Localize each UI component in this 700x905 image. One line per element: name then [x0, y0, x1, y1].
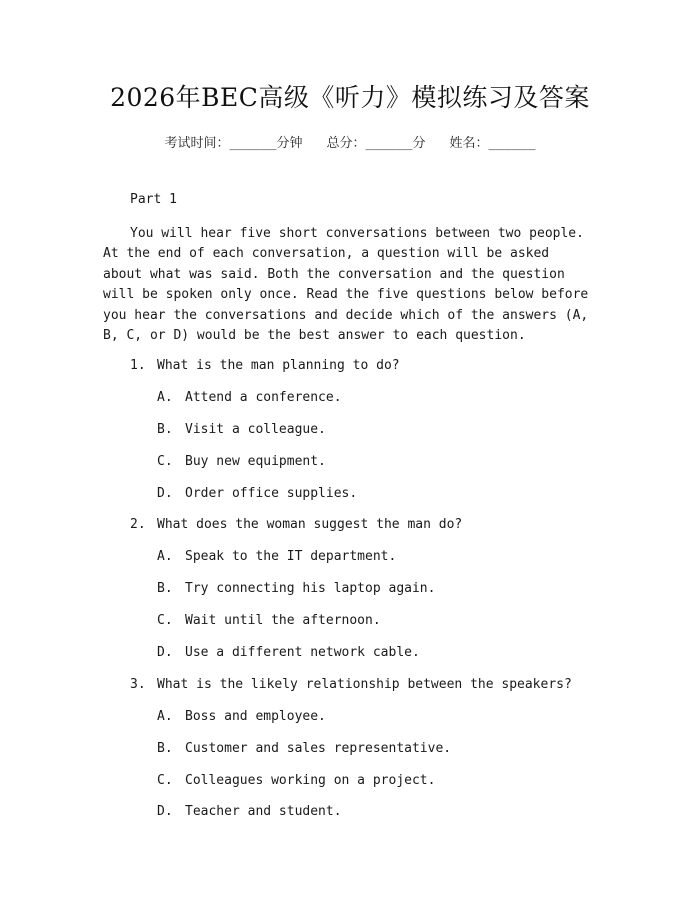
instructions-paragraph: You will hear five short conversations between two people. At the end of each conversation, a question will be asked about what was said. Both the conversation and the question will be spoken only once. Read the five questions below before you hear the conversations and decide which of the answers (A, B, C, or D) would be the best answer to each question.	[103, 226, 589, 344]
exam-meta	[0, 132, 700, 151]
option-3c	[130, 773, 600, 805]
student-name-field: 姓名：______	[449, 136, 536, 151]
option-letter: A.	[157, 708, 173, 724]
question-number: 3.	[130, 676, 146, 692]
question-number: 1.	[130, 358, 146, 373]
option-2d	[130, 645, 600, 677]
question-text: What is the likely relationship between the speakers?	[157, 676, 572, 692]
option-3d	[130, 804, 600, 836]
option-text: Order office supplies.	[185, 485, 358, 501]
option-2b	[130, 581, 600, 613]
option-text: Teacher and student.	[185, 804, 342, 820]
option-3b	[130, 741, 600, 773]
question-2	[130, 517, 600, 549]
option-2c	[130, 613, 600, 645]
option-text: Customer and sales representative.	[185, 740, 452, 756]
option-letter: C.	[157, 613, 173, 629]
option-letter: A.	[157, 549, 173, 565]
option-letter: B.	[157, 421, 173, 437]
option-text: Visit a colleague.	[185, 421, 326, 437]
option-letter: D.	[157, 645, 173, 661]
option-text: Speak to the IT department.	[185, 549, 397, 565]
question-list	[130, 358, 600, 836]
option-text: Attend a conference.	[185, 389, 342, 405]
option-1d	[130, 486, 600, 518]
total-score-field: 总分：______分	[326, 136, 426, 151]
option-1b	[130, 422, 600, 454]
option-letter: C.	[157, 453, 173, 469]
option-1c	[130, 454, 600, 486]
question-1	[130, 358, 600, 390]
option-letter: B.	[157, 740, 173, 756]
option-text: Try connecting his laptop again.	[185, 581, 436, 597]
option-1a	[130, 390, 600, 422]
exam-time-field: 考试时间：______分钟	[164, 136, 303, 151]
option-letter: B.	[157, 581, 173, 597]
option-text: Buy new equipment.	[185, 453, 326, 469]
option-2a	[130, 549, 600, 581]
part-heading: Part 1	[130, 192, 177, 207]
option-text: Colleagues working on a project.	[185, 772, 436, 788]
question-number: 2.	[130, 517, 146, 533]
option-letter: D.	[157, 485, 173, 501]
option-text: Boss and employee.	[185, 708, 326, 724]
page-title: 2026年BEC高级《听力》模拟练习及答案	[110, 83, 590, 112]
question-text: What is the man planning to do?	[157, 358, 400, 373]
question-3	[130, 677, 600, 709]
option-3a	[130, 709, 600, 741]
option-text: Wait until the afternoon.	[185, 613, 381, 629]
question-text: What does the woman suggest the man do?	[157, 517, 463, 533]
option-text: Use a different network cable.	[185, 645, 420, 661]
option-letter: A.	[157, 389, 173, 405]
option-letter: C.	[157, 772, 173, 788]
option-letter: D.	[157, 804, 173, 820]
